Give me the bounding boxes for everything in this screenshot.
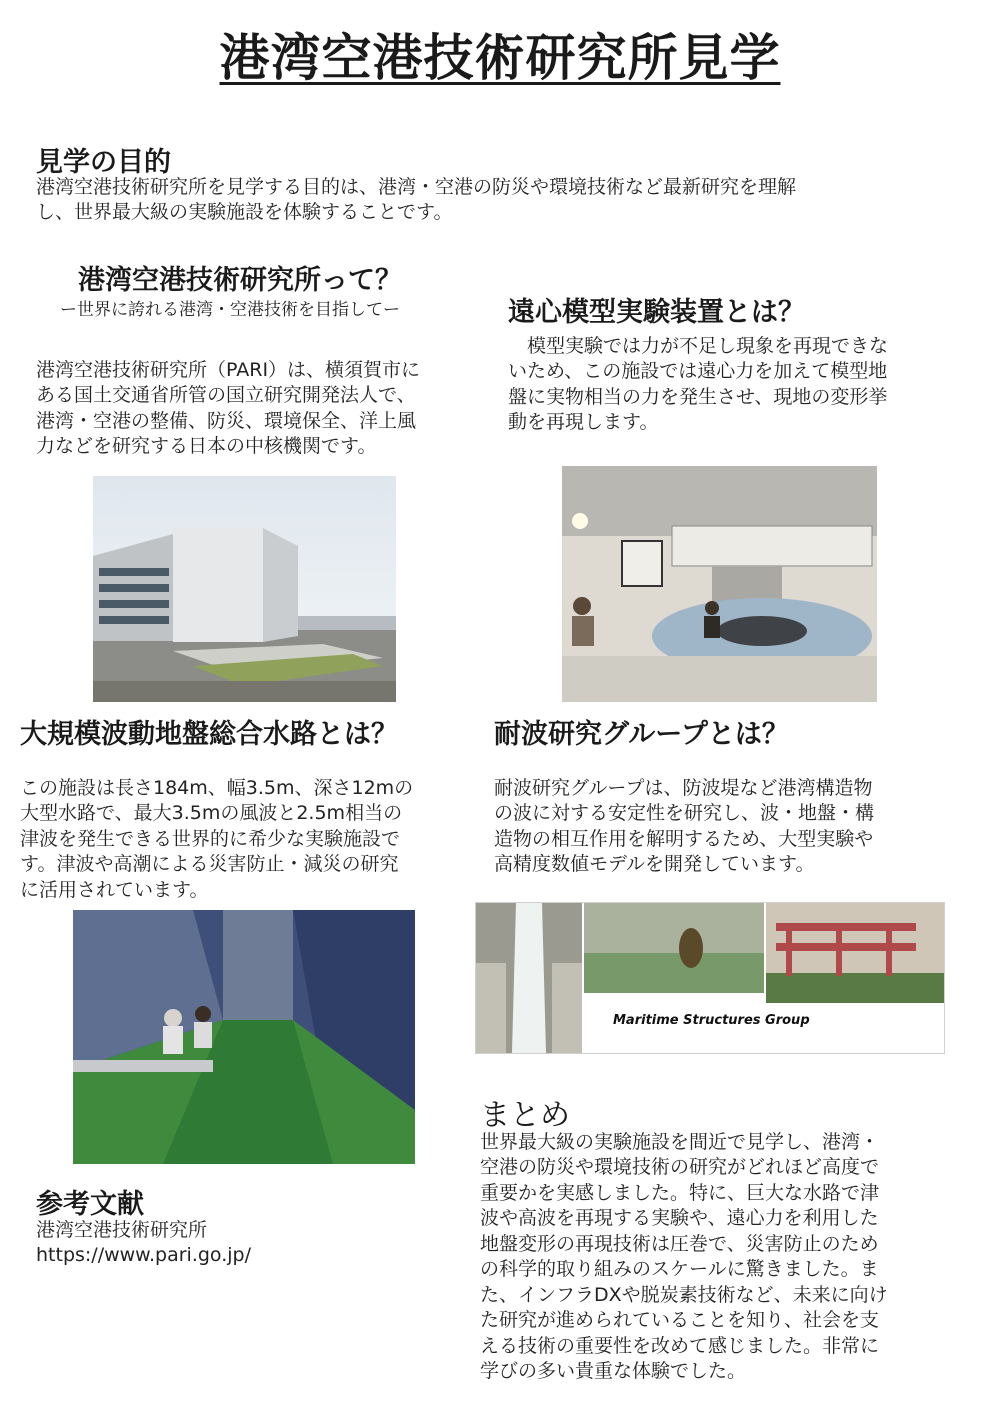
summary-line: 波や高波を再現する実験や、遠心力を利用した	[480, 1207, 879, 1230]
summary-line: た、インフラDXや脱炭素技術など、未来に向け	[480, 1283, 888, 1306]
summary-line: 地盤変形の再現技術は圧巻で、災害防止のため	[480, 1232, 879, 1255]
purpose-heading: 見学の目的	[36, 147, 171, 178]
references-heading: 参考文献	[36, 1189, 144, 1220]
about-text	[36, 358, 420, 460]
flume-heading: 大規模波動地盤総合水路とは？	[20, 719, 398, 750]
flume-line: 大型水路で、最大3.5mの風波と2.5m相当の	[20, 802, 403, 825]
flume-line: 津波を発生できる世界的に希少な実験施設で	[20, 827, 401, 850]
about-line: 力などを研究する日本の中核機関です。	[36, 435, 377, 458]
flume-text	[20, 776, 413, 903]
about-line: 港湾空港技術研究所（PARI）は、横須賀市に	[36, 359, 421, 381]
flume-line: この施設は長さ184m、幅3.5m、深さ12mの	[20, 777, 414, 799]
maritime-line: 高精度数値モデルを開発しています。	[494, 853, 815, 876]
about-subheading: ー世界に誇れる港湾・空港技術を目指してー	[60, 300, 400, 320]
purpose-line: し、世界最大級の実験施設を体験することです。	[36, 201, 453, 224]
maritime-line: の波に対する安定性を研究し、波・地盤・構	[494, 802, 875, 825]
flume-line: に活用されています。	[20, 878, 209, 901]
maritime-text	[494, 776, 874, 878]
references-list	[36, 1218, 251, 1269]
summary-line: た研究が進められていることを知り、社会を支	[480, 1309, 880, 1332]
summary-line: える技術の重要性を改めて感じました。非常に	[480, 1334, 880, 1357]
summary-line: 世界最大級の実験施設を間近で見学し、港湾・	[480, 1131, 880, 1153]
centrifuge-heading: 遠心模型実験装置とは？	[508, 297, 805, 328]
summary-heading: まとめ	[480, 1098, 570, 1133]
summary-text	[480, 1130, 888, 1385]
centrifuge-photo	[562, 466, 877, 702]
pari-building-photo	[93, 476, 396, 702]
centrifuge-line: 動を再現します。	[508, 411, 659, 434]
summary-line: の科学的取り組みのスケールに驚きました。ま	[480, 1258, 879, 1281]
reference-url-link[interactable]: https://www.pari.go.jp/	[36, 1244, 251, 1267]
centrifuge-line: 模型実験では力が不足し現象を再現できな	[527, 335, 889, 357]
centrifuge-line: 盤に実物相当の力を発生させ、現地の変形挙	[508, 385, 888, 408]
about-heading: 港湾空港技術研究所って？	[78, 265, 402, 296]
maritime-line: 耐波研究グループは、防波堤など港湾構造物	[494, 777, 873, 799]
reference-name: 港湾空港技術研究所	[36, 1219, 208, 1241]
maritime-line: 造物の相互作用を解明するため、大型実験や	[494, 827, 874, 850]
flume-line: す。津波や高潮による災害防止・減災の研究	[20, 853, 399, 876]
maritime-heading: 耐波研究グループとは？	[494, 719, 789, 750]
about-line: ある国土交通省所管の国立研究開発法人で、	[36, 384, 416, 407]
maritime-group-photo	[475, 902, 945, 1054]
summary-line: 学びの多い貴重な体験でした。	[480, 1360, 747, 1383]
wave-flume-photo	[73, 910, 415, 1164]
about-line: 港湾・空港の整備、防災、環境保全、洋上風	[36, 409, 417, 432]
centrifuge-text	[508, 334, 888, 436]
summary-line: 重要かを実感しました。特に、巨大な水路で津	[480, 1181, 880, 1204]
purpose-text	[36, 175, 796, 226]
summary-line: 空港の防災や環境技術の研究がどれほど高度で	[480, 1156, 880, 1179]
page-title: 港湾空港技術研究所見学	[219, 29, 781, 87]
purpose-line: 港湾空港技術研究所を見学する目的は、港湾・空港の防災や環境技術など最新研究を理解	[36, 176, 797, 198]
centrifuge-line: いため、この施設では遠心力を加えて模型地	[508, 360, 888, 383]
maritime-group-caption: Maritime Structures Group	[613, 1013, 810, 1028]
